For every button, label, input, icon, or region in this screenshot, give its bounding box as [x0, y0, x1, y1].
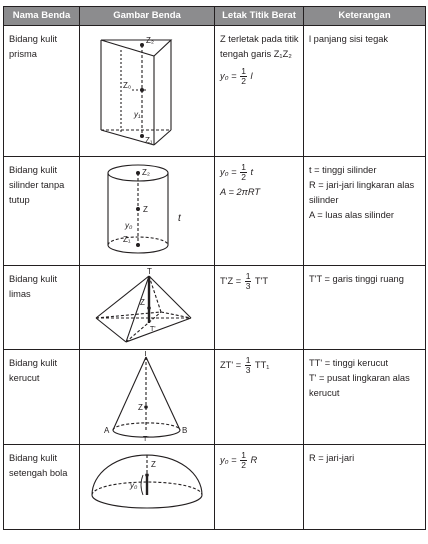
header-keterangan: Keterangan	[304, 7, 426, 26]
letak-kerucut	[215, 350, 304, 445]
prism-figure	[91, 32, 203, 150]
label-t: T	[143, 351, 148, 358]
label-z0: Z₀	[123, 81, 132, 90]
label-y0: y₀	[130, 481, 138, 490]
fraction: $\frac{1}{3}$	[245, 271, 251, 291]
letak-limas	[215, 266, 304, 350]
label-z1: Z₁	[123, 235, 131, 244]
formula-kerucut: ZT' = $\frac{1}{3}$ TT₁	[220, 355, 270, 375]
fraction: $\frac{1}{3}$	[245, 355, 251, 375]
nama-kerucut: Bidang kulit kerucut	[4, 350, 80, 445]
fraction: $\frac{1}{2}$	[241, 65, 246, 86]
label-z: Z	[151, 460, 156, 469]
fraction: $\frac{1}{2}$	[241, 450, 246, 470]
formula-luas: A = 2πRT	[220, 186, 261, 197]
label-b: B	[182, 426, 188, 435]
letak-silinder	[215, 157, 304, 266]
label-z2: Z₂	[146, 36, 154, 45]
label-y0: y₀	[125, 221, 133, 230]
label-z2: Z₂	[142, 168, 150, 177]
gambar-limas	[80, 266, 215, 350]
header-gambar-benda: Gambar Benda	[80, 7, 215, 26]
center-of-mass-table	[3, 6, 426, 530]
gambar-silinder	[80, 157, 215, 266]
fraction: $\frac{1}{2}$	[241, 162, 246, 182]
letak-prisma-text: Z terletak pada titik tengah garis Z₁Z₂	[220, 34, 299, 59]
table-row-kerucut	[4, 350, 426, 445]
header-row	[4, 7, 426, 26]
header-nama-benda: Nama Benda	[4, 7, 80, 26]
formula-setengah-bola: y₀ = $\frac{1}{2}$ R	[220, 450, 258, 470]
nama-prisma: Bidang kulit prisma	[4, 26, 80, 157]
label-t-prime: T'	[143, 436, 149, 443]
table-row-limas	[4, 266, 426, 350]
label-z: Z	[138, 403, 143, 412]
gambar-kerucut	[80, 350, 215, 445]
pyramid-figure	[91, 268, 203, 348]
nama-setengah-bola: Bidang kulit setengah bola	[4, 445, 80, 530]
table-row-prisma	[4, 26, 426, 157]
label-t-prime: T'	[150, 325, 156, 333]
keterangan-prisma: l panjang sisi tegak	[304, 26, 426, 157]
label-t: T	[147, 267, 152, 276]
cylinder-figure	[91, 161, 203, 261]
letak-prisma	[215, 26, 304, 157]
nama-limas: Bidang kulit limas	[4, 266, 80, 350]
keterangan-setengah-bola: R = jari-jari	[304, 445, 426, 530]
cone-figure	[91, 351, 203, 443]
label-z: Z	[143, 205, 148, 214]
label-z1: Z₁	[145, 136, 153, 145]
formula-silinder: y₀ = $\frac{1}{2}$ t	[220, 162, 254, 182]
table-row-setengah-bola	[4, 445, 426, 530]
label-y1: y₁	[134, 110, 141, 119]
gambar-prisma	[80, 26, 215, 157]
nama-silinder: Bidang kulit silinder tanpa tutup	[4, 157, 80, 266]
keterangan-limas: T'T = garis tinggi ruang	[304, 266, 426, 350]
label-t: t	[178, 213, 181, 224]
keterangan-silinder: t = tinggi silinder R = jari-jari lingkaran alas silinder A = luas alas silinder	[304, 157, 426, 266]
formula-limas: T'Z = $\frac{1}{3}$ T'T	[220, 271, 269, 291]
label-a: A	[104, 426, 110, 435]
keterangan-kerucut: TT' = tinggi kerucut T' = pusat lingkaran alas kerucut	[304, 350, 426, 445]
letak-setengah-bola	[215, 445, 304, 530]
gambar-setengah-bola	[80, 445, 215, 530]
formula-prisma: y₀ = $\frac{1}{2}$ l	[220, 65, 253, 86]
hemisphere-figure	[86, 447, 208, 527]
table-row-silinder	[4, 157, 426, 266]
header-letak-titik-berat: Letak Titik Berat	[215, 7, 304, 26]
label-z: Z	[140, 297, 145, 307]
